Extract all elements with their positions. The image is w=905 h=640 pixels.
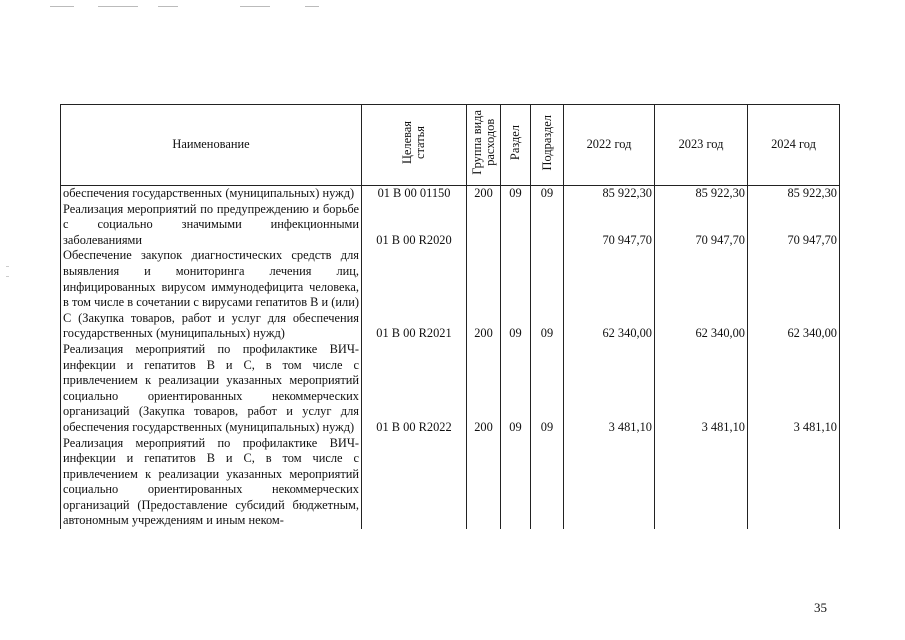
row-subsection: 09 [531,342,564,436]
row-amount-2023: 62 340,00 [655,248,748,342]
row-target-article: 01 В 00 R2020 [362,202,467,249]
row-section [501,202,531,249]
row-name: Реализация мероприятий по профилактике ВИЧ-инфекции и гепатитов В и С, в том числе с привлечением к реализации указанных мероприятий социально ориентированных некоммерческих организаций (Закупка товаров, работ и услуг для обеспечения государственных (муниципальных) нужд) [61,342,362,436]
table-row [61,186,840,202]
row-name: Обеспечение закупок диагностических средств для выявления и мониторинга лечения лиц, инфицированных вирусом иммунодефицита человека, в том числе в сочетании с вирусами гепатитов В и (или) С (Закупка товаров, работ и услуг для обеспечения государственных (муниципальных) нужд) [61,248,362,342]
row-section [501,436,531,530]
row-target-article: 01 В 00 01150 [362,186,467,202]
header-year-2023: 2023 год [655,105,748,186]
row-amount-2024: 85 922,30 [748,186,840,202]
row-subsection [531,202,564,249]
row-amount-2023: 3 481,10 [655,342,748,436]
row-target-article: 01 В 00 R2021 [362,248,467,342]
row-amount-2023 [655,436,748,530]
table-row [61,436,840,530]
row-section: 09 [501,248,531,342]
row-amount-2022: 62 340,00 [564,248,655,342]
table-header-row [61,105,840,186]
row-amount-2024: 3 481,10 [748,342,840,436]
scan-artifact-dot [6,266,9,267]
row-amount-2022 [564,436,655,530]
header-subsection: Подраздел [531,105,564,186]
row-amount-2022: 3 481,10 [564,342,655,436]
row-amount-2022: 85 922,30 [564,186,655,202]
page-number: 35 [814,600,827,615]
header-name: Наименование [61,105,362,186]
row-name: Реализация мероприятий по профилактике ВИЧ-инфекции и гепатитов В и С, в том числе с привлечением к реализации указанных мероприятий социально ориентированных некоммерческих организаций (Предоставление субсидий бюджетным, автономным учреждениям и иным неком- [61,436,362,530]
row-target-article: 01 В 00 R2022 [362,342,467,436]
table-row [61,202,840,249]
row-amount-2022: 70 947,70 [564,202,655,249]
scan-artifacts [50,6,350,10]
table-row [61,248,840,342]
header-year-2024: 2024 год [748,105,840,186]
header-year-2022: 2022 год [564,105,655,186]
header-expense-group: Группа вида расходов [467,105,501,186]
row-expense-group [467,202,501,249]
row-expense-group: 200 [467,342,501,436]
row-name: Реализация мероприятий по предупреждению и борьбе с социально значимыми инфекционными заболеваниями [61,202,362,249]
row-expense-group [467,436,501,530]
row-target-article [362,436,467,530]
row-subsection [531,436,564,530]
row-name: обеспечения государственных (муниципальных) нужд) [61,186,362,202]
row-amount-2023: 70 947,70 [655,202,748,249]
header-target-article: Целевая статья [362,105,467,186]
budget-table [60,104,840,529]
row-amount-2024: 70 947,70 [748,202,840,249]
header-section: Раздел [501,105,531,186]
row-subsection: 09 [531,186,564,202]
row-subsection: 09 [531,248,564,342]
row-amount-2024: 62 340,00 [748,248,840,342]
row-section: 09 [501,186,531,202]
row-amount-2024 [748,436,840,530]
table-row [61,342,840,436]
row-expense-group: 200 [467,186,501,202]
row-section: 09 [501,342,531,436]
row-expense-group: 200 [467,248,501,342]
scan-artifact-dot [6,276,9,277]
row-amount-2023: 85 922,30 [655,186,748,202]
